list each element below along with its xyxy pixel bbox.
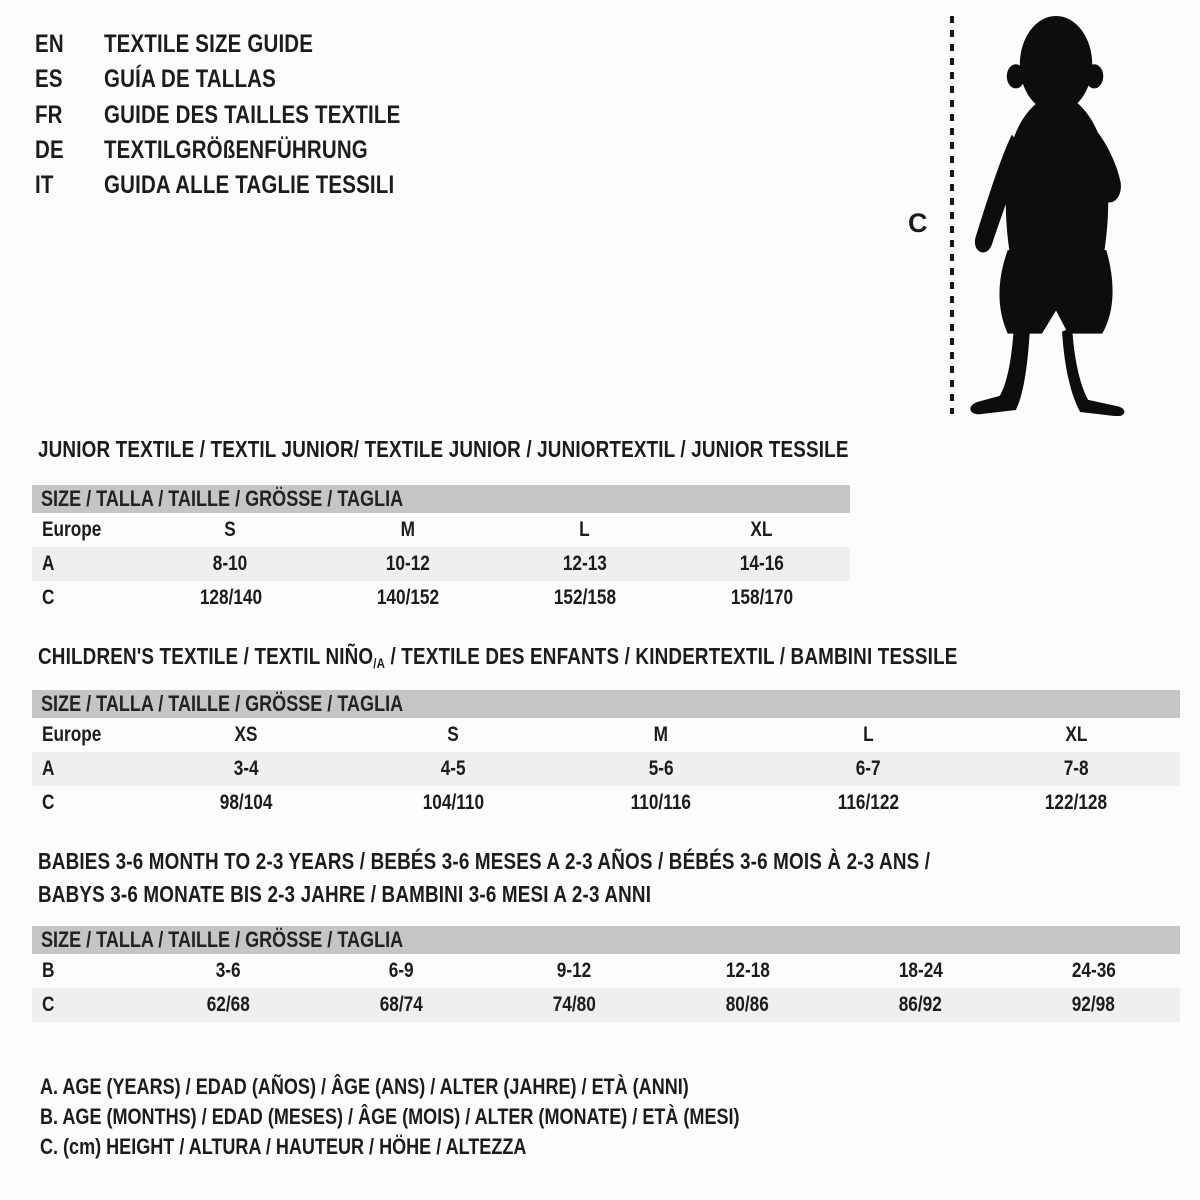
table-cell: 80/86: [725, 993, 770, 1016]
table-cell: 3-6: [216, 959, 241, 982]
legend: [40, 1072, 893, 1162]
toddler-silhouette-icon: [966, 14, 1138, 416]
table-row-sizes: [32, 513, 850, 547]
table-cell: M: [653, 723, 669, 746]
height-measure-dashed-line: [950, 16, 954, 414]
table-cell: 140/152: [376, 586, 439, 609]
row-label: A: [42, 757, 55, 780]
lang-row-fr: [35, 98, 466, 133]
lang-label: TEXTILE SIZE GUIDE: [104, 30, 314, 58]
table-cell: 86/92: [898, 993, 943, 1016]
table-cell: S: [447, 723, 460, 746]
lang-row-it: [35, 168, 466, 203]
row-label: Europe: [42, 723, 102, 746]
babies-table-title-line2: BABYS 3-6 MONATE BIS 2-3 JAHRE / BAMBINI 3-6 MESI A 2-3 ANNI: [38, 881, 652, 907]
table-cell: 68/74: [379, 993, 424, 1016]
lang-label: GUIDA ALLE TAGLIE TESSILI: [104, 171, 395, 200]
children-table: [32, 718, 1180, 820]
babies-table: [32, 954, 1180, 1022]
table-cell: 158/170: [730, 586, 793, 609]
row-label: B: [42, 959, 55, 982]
table-cell: 6-7: [856, 757, 882, 780]
children-size-header: SIZE / TALLA / TAILLE / GRÖSSE / TAGLIA: [32, 690, 1180, 718]
table-cell: 128/140: [199, 586, 262, 609]
height-measure-label: C: [908, 208, 928, 238]
table-cell: 152/158: [553, 586, 616, 609]
table-cell: 18-24: [898, 959, 943, 982]
table-row-months: [32, 954, 1180, 988]
table-row-height: [32, 786, 1180, 820]
row-label: C: [42, 791, 55, 814]
table-cell: 10-12: [385, 552, 430, 575]
table-cell: 6-9: [389, 959, 414, 982]
table-cell: XS: [234, 723, 258, 746]
junior-table: [32, 513, 850, 615]
table-cell: L: [579, 518, 590, 541]
table-cell: XL: [1065, 723, 1088, 746]
table-cell: 3-4: [233, 757, 259, 780]
row-label: Europe: [42, 518, 102, 541]
babies-table-title-line1: BABIES 3-6 MONTH TO 2-3 YEARS / BEBÉS 3-6 MESES A 2-3 AÑOS / BÉBÉS 3-6 MOIS À 2-3 ANS /: [38, 848, 931, 874]
lang-code: DE: [35, 135, 64, 164]
table-cell: 8-10: [213, 552, 248, 575]
table-cell: 14-16: [739, 552, 784, 575]
lang-code: IT: [35, 171, 54, 200]
lang-label: GUIDE DES TAILLES TEXTILE: [104, 100, 401, 129]
table-cell: 110/116: [630, 791, 692, 814]
table-cell: 12-18: [725, 959, 770, 982]
lang-code: FR: [35, 100, 63, 129]
language-title-block: [35, 27, 466, 203]
table-cell: 62/68: [206, 993, 251, 1016]
lang-code: EN: [35, 30, 64, 58]
lang-row-de: [35, 133, 466, 168]
table-cell: 104/110: [422, 791, 485, 814]
lang-label: GUÍA DE TALLAS: [104, 65, 276, 94]
lang-row-es: [35, 62, 466, 97]
row-label: C: [42, 586, 55, 609]
legend-line-c: C. (cm) HEIGHT / ALTURA / HAUTEUR / HÖHE / ALTEZZA: [40, 1134, 527, 1159]
row-label: C: [42, 993, 55, 1016]
table-cell: 74/80: [552, 993, 597, 1016]
table-cell: 9-12: [557, 959, 592, 982]
table-cell: L: [863, 723, 874, 746]
nino-a-subscript: /A: [373, 655, 386, 671]
legend-line-b: B. AGE (MONTHS) / EDAD (MESES) / ÂGE (MOIS) / ALTER (MONATE) / ETÀ (MESI): [40, 1104, 740, 1129]
row-label: A: [42, 552, 55, 575]
table-row-age: [32, 752, 1180, 786]
legend-line-a: A. AGE (YEARS) / EDAD (AÑOS) / ÂGE (ANS) / ALTER (JAHRE) / ETÀ (ANNI): [40, 1074, 689, 1099]
table-cell: 98/104: [219, 791, 273, 814]
table-cell: 92/98: [1071, 993, 1116, 1016]
babies-size-header: SIZE / TALLA / TAILLE / GRÖSSE / TAGLIA: [32, 926, 1180, 954]
table-cell: XL: [750, 518, 773, 541]
table-cell: 12-13: [562, 552, 607, 575]
junior-size-header: SIZE / TALLA / TAILLE / GRÖSSE / TAGLIA: [32, 485, 850, 513]
table-row-height: [32, 988, 1180, 1022]
table-cell: 5-6: [648, 757, 674, 780]
table-cell: 122/128: [1045, 791, 1108, 814]
table-row-height: [32, 581, 850, 615]
lang-code: ES: [35, 65, 63, 94]
table-row-sizes: [32, 718, 1180, 752]
children-table-title: CHILDREN'S TEXTILE / TEXTIL NIÑO/A / TEXTILE DES ENFANTS / KINDERTEXTIL / BAMBINI TESSILE: [38, 643, 958, 671]
table-cell: 7-8: [1063, 757, 1089, 780]
table-cell: 24-36: [1071, 959, 1116, 982]
table-cell: 116/122: [837, 791, 900, 814]
lang-label: TEXTILGRÖßENFÜHRUNG: [104, 135, 368, 164]
table-cell: 4-5: [440, 757, 466, 780]
lang-row-en: [35, 27, 466, 62]
table-cell: M: [400, 518, 415, 541]
table-row-age: [32, 547, 850, 581]
junior-table-title: JUNIOR TEXTILE / TEXTIL JUNIOR/ TEXTILE JUNIOR / JUNIORTEXTIL / JUNIOR TESSILE: [38, 436, 849, 462]
table-cell: S: [224, 518, 237, 541]
